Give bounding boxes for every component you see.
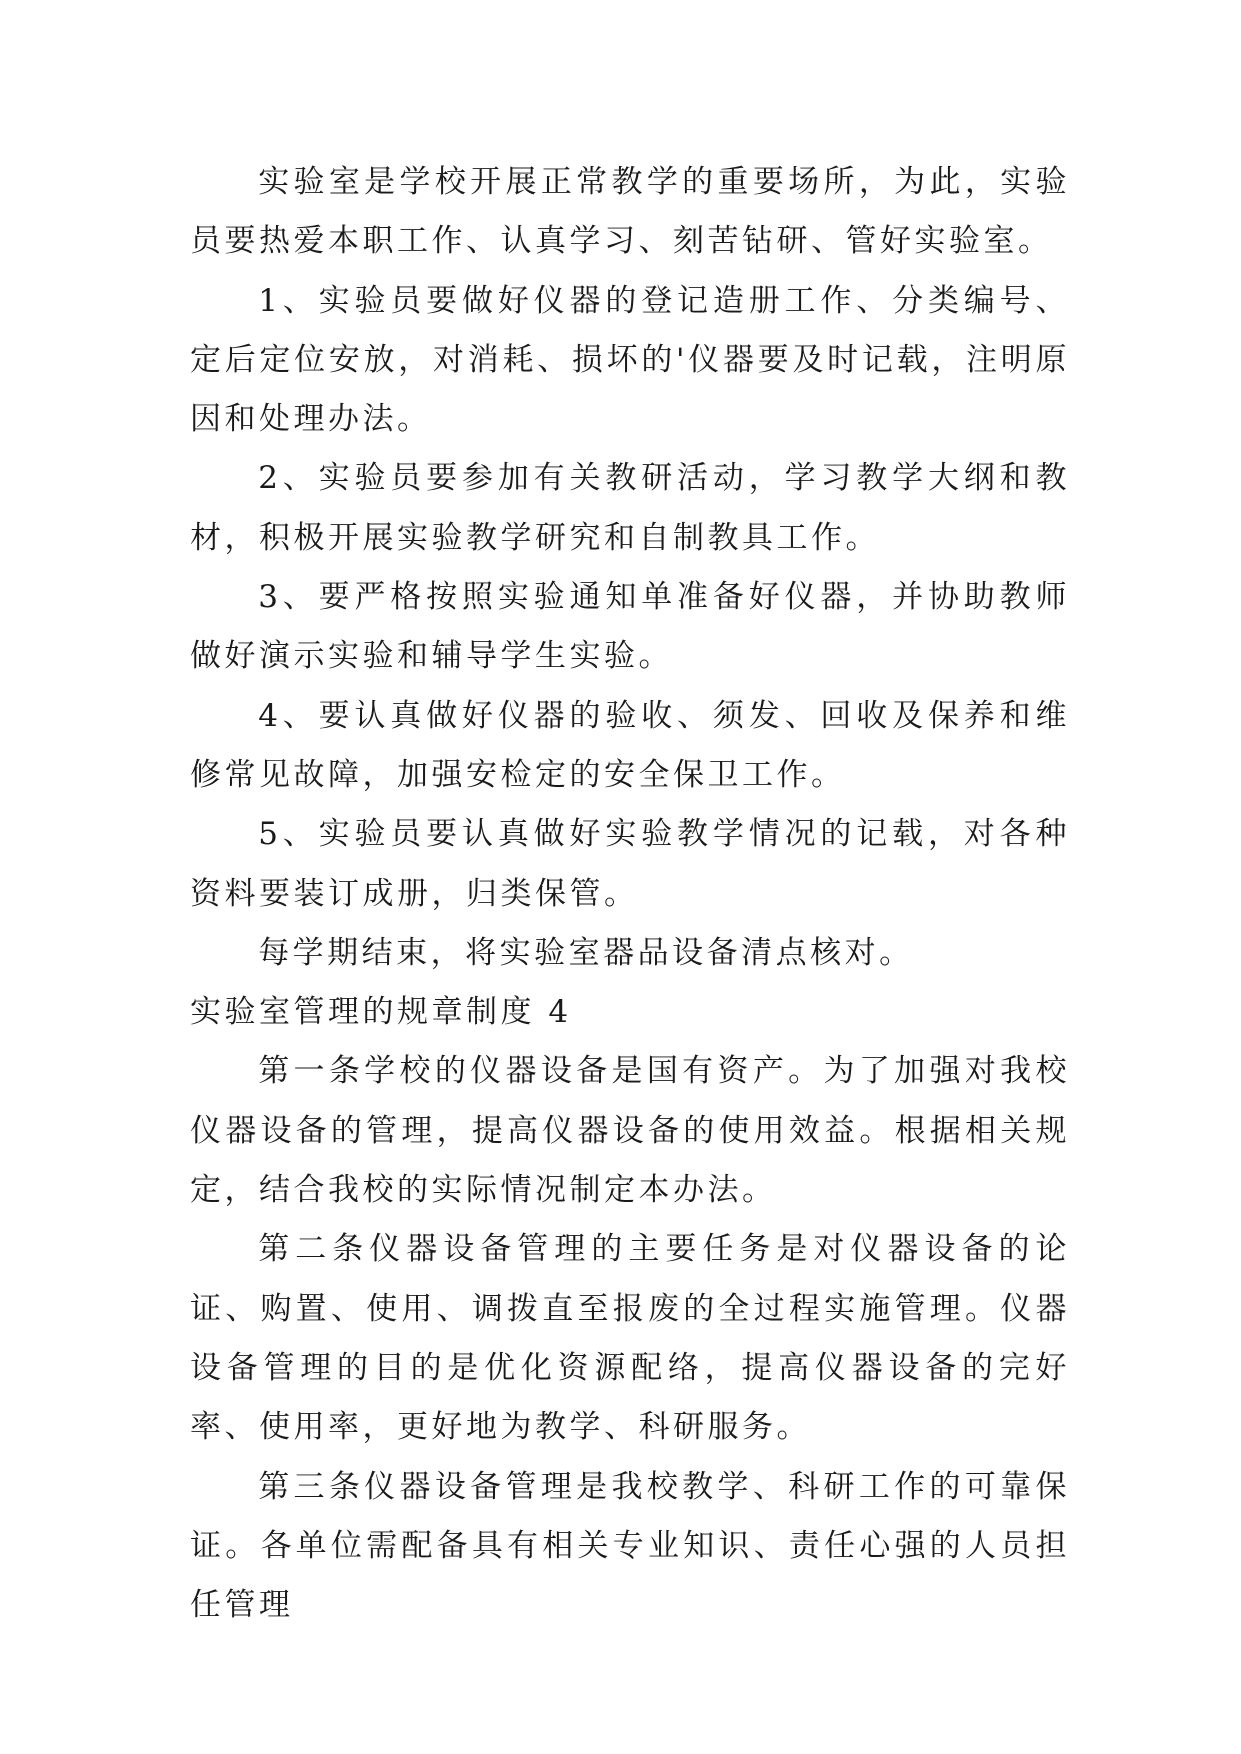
- article-3: 第三条仪器设备管理是我校教学、科研工作的可靠保证。各单位需配备具有相关专业知识、责任心强的人员担任管理: [190, 1468, 1070, 1624]
- document-page: [190, 153, 1070, 1635]
- intro-paragraph: 实验室是学校开展正常教学的重要场所，为此，实验员要热爱本职工作、认真学习、刻苦钻研、管好实验室。: [190, 164, 1070, 260]
- rule-item-1: 1、实验员要做好仪器的登记造册工作、分类编号、定后定位安放，对消耗、损坏的'仪器要及时记载，注明原因和处理办法。: [190, 282, 1070, 438]
- rule-item-2: 2、实验员要参加有关教研活动，学习教学大纲和教材，积极开展实验教学研究和自制教具工作。: [190, 460, 1070, 556]
- article-2: 第二条仪器设备管理的主要任务是对仪器设备的论证、购置、使用、调拨直至报废的全过程实施管理。仪器设备管理的目的是优化资源配络，提高仪器设备的完好率、使用率，更好地为教学、科研服务。: [190, 1231, 1070, 1446]
- section-title: 实验室管理的规章制度 4: [190, 994, 572, 1031]
- rule-item-3: 3、要严格按照实验通知单准备好仪器，并协助教师做好演示实验和辅导学生实验。: [190, 579, 1070, 675]
- rule-item-4: 4、要认真做好仪器的验收、须发、回收及保养和维修常见故障，加强安检定的安全保卫工作。: [190, 697, 1070, 793]
- closing-paragraph: 每学期结束，将实验室器品设备清点核对。: [258, 934, 914, 971]
- article-1: 第一条学校的仪器设备是国有资产。为了加强对我校仪器设备的管理，提高仪器设备的使用效益。根据相关规定，结合我校的实际情况制定本办法。: [190, 1053, 1070, 1209]
- rule-item-5: 5、实验员要认真做好实验教学情况的记载，对各种资料要装订成册，归类保管。: [190, 816, 1070, 912]
